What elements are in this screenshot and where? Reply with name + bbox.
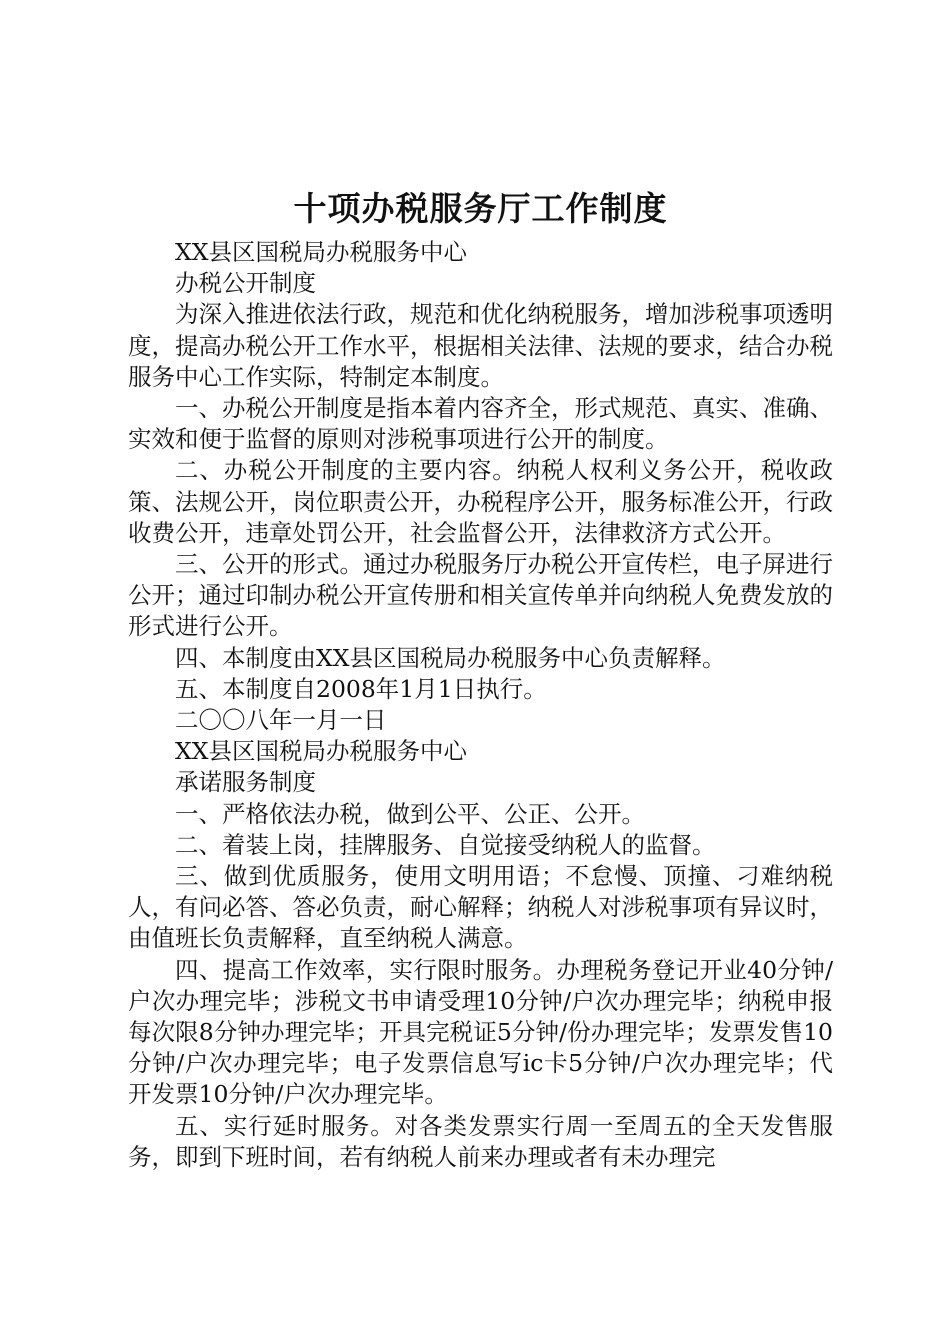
paragraph: 一、办税公开制度是指本着内容齐全，形式规范、真实、准确、实效和便于监督的原则对涉税事项进行公开的制度。: [128, 394, 833, 454]
paragraph: 二〇〇八年一月一日: [175, 706, 387, 735]
paragraph: 四、提高工作效率，实行限时服务。办理税务登记开业40分钟/户次办理完毕；涉税文书申请受理10分钟/户次办理完毕；纳税申报每次限8分钟办理完毕；开具完税证5分钟/份办理完毕；发票发售10分钟/户次办理完毕；电子发票信息写ic卡5分钟/户次办理完毕；代开发票10分钟/户次办理完毕。: [128, 955, 833, 1109]
paragraph: 一、严格依法办税，做到公平、公正、公开。: [175, 799, 645, 828]
document-page: [128, 183, 833, 1173]
paragraph: XX县区国税局办税服务中心: [175, 737, 467, 766]
paragraph: 为深入推进依法行政，规范和优化纳税服务，增加涉税事项透明度，提高办税公开工作水平，根据相关法律、法规的要求，结合办税服务中心工作实际，特制定本制度。: [128, 300, 833, 391]
paragraph: XX县区国税局办税服务中心: [175, 238, 467, 266]
paragraph: 三、公开的形式。通过办税服务厅办税公开宣传栏，电子屏进行公开；通过印制办税公开宣传册和相关宣传单并向纳税人免费发放的形式进行公开。: [128, 550, 833, 641]
paragraph: 五、实行延时服务。对各类发票实行周一至周五的全天发售服务，即到下班时间，若有纳税人前来办理或者有未办理完: [128, 1111, 833, 1171]
paragraph: 五、本制度自2008年1月1日执行。: [175, 674, 547, 703]
paragraph: 三、做到优质服务，使用文明用语；不怠慢、顶撞、刁难纳税人，有问必答、答必负责，耐心解释；纳税人对涉税事项有异议时，由值班长负责解释，直至纳税人满意。: [128, 862, 833, 953]
paragraph: 四、本制度由XX县区国税局办税服务中心负责解释。: [175, 643, 726, 672]
paragraph: 承诺服务制度: [175, 768, 316, 797]
paragraph: 二、着装上岗，挂牌服务、自觉接受纳税人的监督。: [175, 830, 716, 859]
paragraph: 办税公开制度: [175, 269, 316, 298]
paragraph: 二、办税公开制度的主要内容。纳税人权利义务公开，税收政策、法规公开，岗位职责公开，办税程序公开，服务标准公开，行政收费公开，违章处罚公开，社会监督公开，法律救济方式公开。: [128, 456, 833, 547]
document-title: 十项办税服务厅工作制度: [293, 189, 668, 228]
